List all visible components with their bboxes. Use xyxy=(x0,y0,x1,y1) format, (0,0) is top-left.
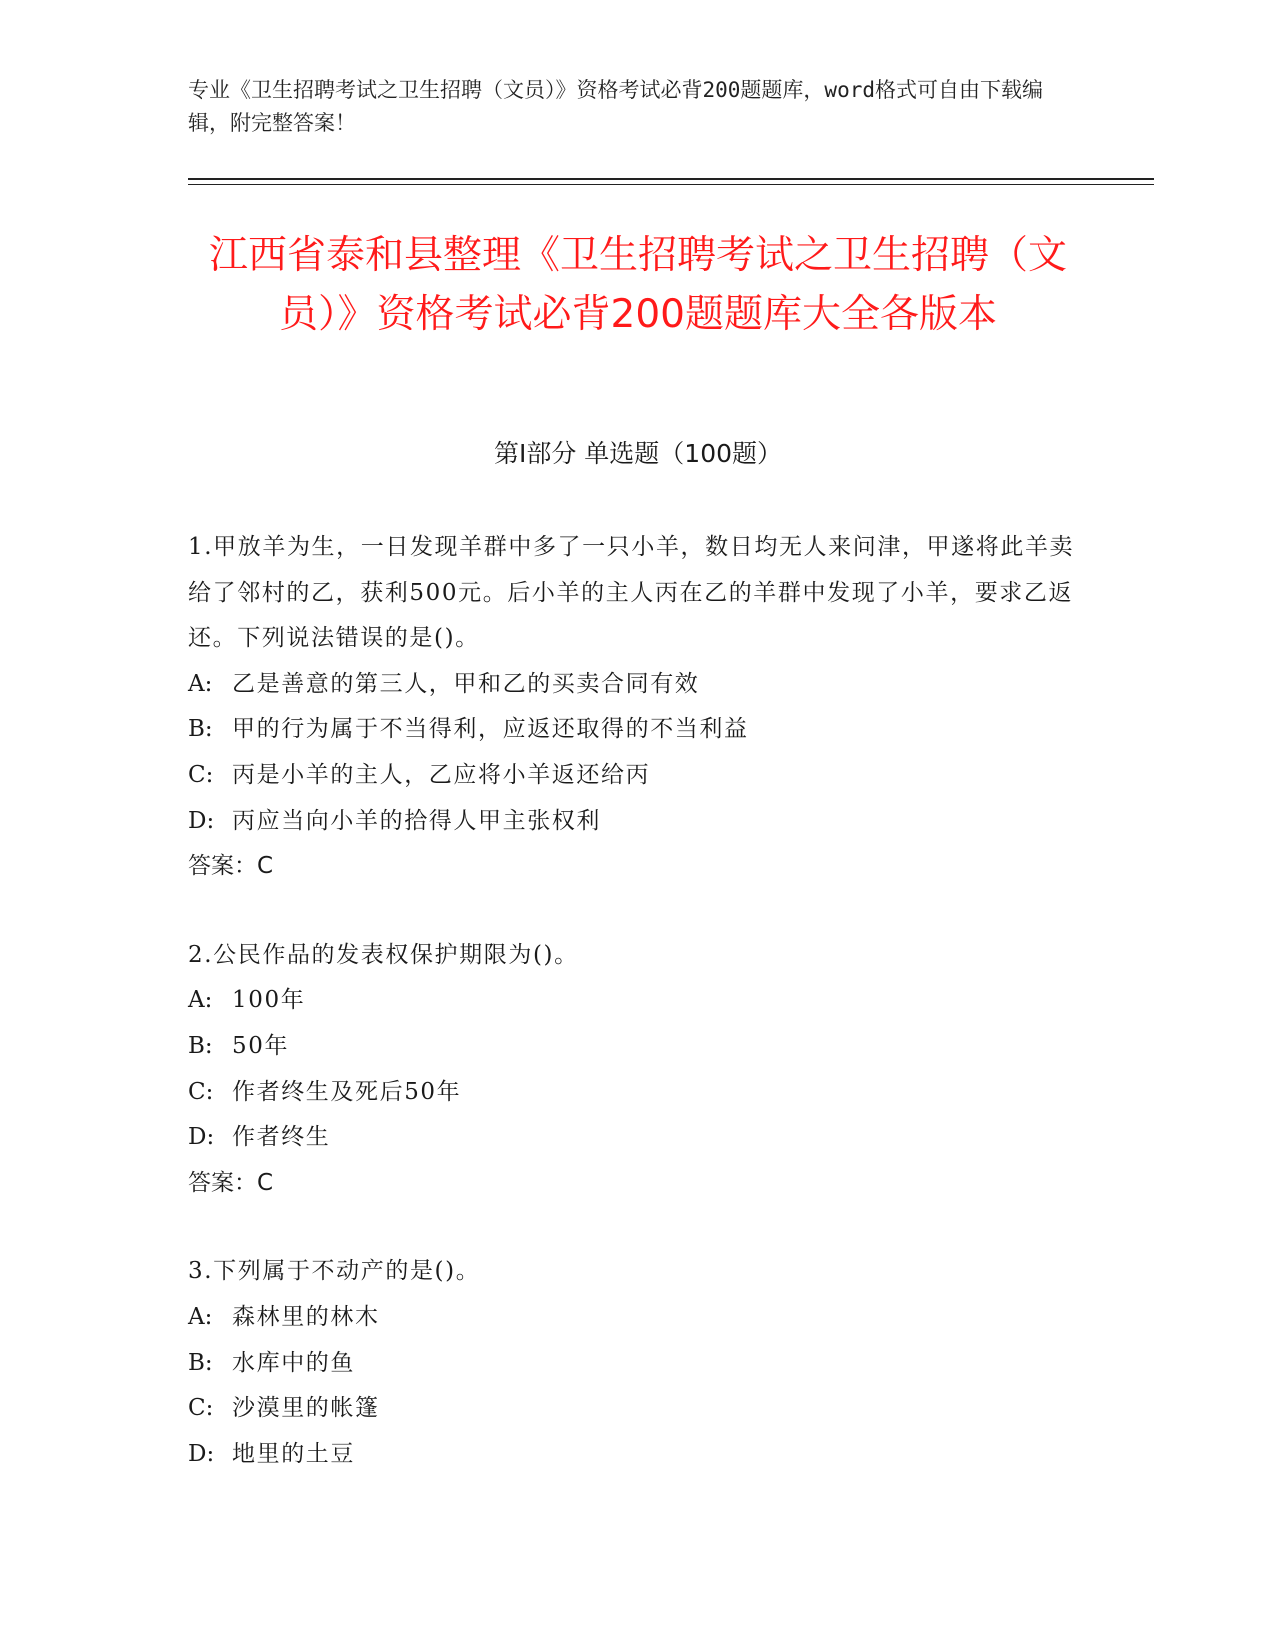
option-a xyxy=(188,1295,1088,1341)
option-letter: D: xyxy=(188,807,215,834)
option-a xyxy=(188,662,1088,708)
option-text: 丙应当向小羊的拾得人甲主张权利 xyxy=(232,807,601,834)
option-b xyxy=(188,1341,1088,1387)
header-note: 专业《卫生招聘考试之卫生招聘（文员）》资格考试必背200题题库，word格式可自由下载编辑，附完整答案！ xyxy=(188,78,1043,135)
option-letter: D: xyxy=(188,1124,215,1151)
option-text: 100年 xyxy=(232,987,306,1014)
option-c xyxy=(188,1070,1088,1116)
question-2 xyxy=(188,933,1088,1207)
option-c xyxy=(188,1386,1088,1432)
option-d xyxy=(188,799,1088,845)
option-letter: C: xyxy=(188,1078,214,1105)
header-divider-thin xyxy=(188,184,1154,185)
option-letter: C: xyxy=(188,1395,214,1422)
option-b xyxy=(188,1024,1088,1070)
option-c xyxy=(188,753,1088,799)
option-text: 地里的土豆 xyxy=(232,1440,355,1467)
option-letter: B: xyxy=(188,1349,213,1376)
document-title: 江西省泰和县整理《卫生招聘考试之卫生招聘（文员）》资格考试必背200题题库大全各版本 xyxy=(208,233,1067,337)
option-text: 作者终生 xyxy=(232,1124,331,1151)
question-list xyxy=(188,525,1088,1520)
option-d xyxy=(188,1432,1088,1478)
option-text: 水库中的鱼 xyxy=(232,1349,355,1376)
option-d xyxy=(188,1115,1088,1161)
option-letter: A: xyxy=(188,1303,213,1330)
question-stem: 3.下列属于不动产的是()。 xyxy=(188,1258,481,1285)
option-letter: C: xyxy=(188,761,214,788)
option-text: 乙是善意的第三人，甲和乙的买卖合同有效 xyxy=(232,670,700,697)
header-divider-thick xyxy=(188,178,1154,180)
option-letter: B: xyxy=(188,716,213,743)
option-text: 作者终生及死后50年 xyxy=(232,1078,462,1105)
option-b xyxy=(188,707,1088,753)
question-stem: 2.公民作品的发表权保护期限为()。 xyxy=(188,941,579,968)
question-stem: 1.甲放羊为生，一日发现羊群中多了一只小羊，数日均无人来问津，甲遂将此羊卖给了邻村的乙，获利500元。后小羊的主人丙在乙的羊群中发现了小羊，要求乙返还。下列说法错误的是()。 xyxy=(188,534,1075,652)
question-1 xyxy=(188,525,1088,890)
option-text: 沙漠里的帐篷 xyxy=(232,1395,380,1422)
option-text: 丙是小羊的主人，乙应将小羊返还给丙 xyxy=(232,761,651,788)
option-text: 50年 xyxy=(232,1032,290,1059)
option-text: 甲的行为属于不当得利，应返还取得的不当利益 xyxy=(232,716,749,743)
option-letter: B: xyxy=(188,1032,213,1059)
section-title: 第Ⅰ部分 单选题（100题） xyxy=(493,439,783,468)
option-text: 森林里的林木 xyxy=(232,1303,380,1330)
option-a xyxy=(188,978,1088,1024)
answer-line: 答案：C xyxy=(188,1169,274,1196)
option-letter: A: xyxy=(188,987,213,1014)
answer-line: 答案：C xyxy=(188,853,274,880)
option-letter: A: xyxy=(188,670,213,697)
question-3 xyxy=(188,1249,1088,1477)
option-letter: D: xyxy=(188,1440,215,1467)
